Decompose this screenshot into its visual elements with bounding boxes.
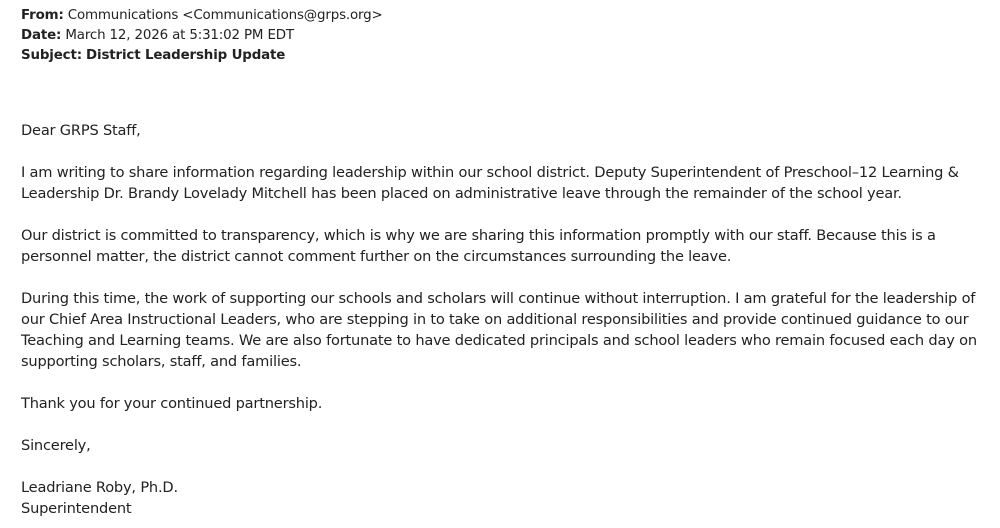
paragraph-2: Our district is committed to transparency, which is why we are sharing this information promptly with our staff. Because this is a personnel matter, the district cannot comment further on the circumstances surrounding the leave. xyxy=(21,227,936,265)
from-value[interactable]: Communications <Communications@grps.org> xyxy=(67,8,383,23)
signature-title: Superintendent xyxy=(21,500,132,517)
subject-row xyxy=(21,46,981,66)
date-value: March 12, 2026 at 5:31:02 PM EDT xyxy=(65,28,294,43)
closing: Sincerely, xyxy=(21,437,91,454)
from-label: From: xyxy=(21,8,64,23)
greeting: Dear GRPS Staff, xyxy=(21,122,141,139)
from-row xyxy=(21,6,981,26)
email-body xyxy=(21,120,981,519)
paragraph-3: During this time, the work of supporting our schools and scholars will continue without interruption. I am grateful for the leadership of our Chief Area Instructional Leaders, who are stepping in to take on additional responsibilities and provide continued guidance to our Teaching and Learning teams. We are also fortunate to have dedicated principals and school leaders who remain focused each day on supporting scholars, staff, and families. xyxy=(21,290,977,370)
date-row xyxy=(21,26,981,46)
email-headers xyxy=(21,6,981,66)
paragraph-4: Thank you for your continued partnership. xyxy=(21,395,323,412)
signature xyxy=(21,477,981,519)
subject-value: District Leadership Update xyxy=(86,48,286,63)
signature-name: Leadriane Roby, Ph.D. xyxy=(21,479,178,496)
paragraph-1: I am writing to share information regarding leadership within our school district. Deputy Superintendent of Preschool–12 Learning & Leadership Dr. Brandy Lovelady Mitchell has been placed on administrative leave through the remainder of the school year. xyxy=(21,164,959,202)
date-label: Date: xyxy=(21,28,62,43)
subject-label: Subject: xyxy=(21,48,82,63)
